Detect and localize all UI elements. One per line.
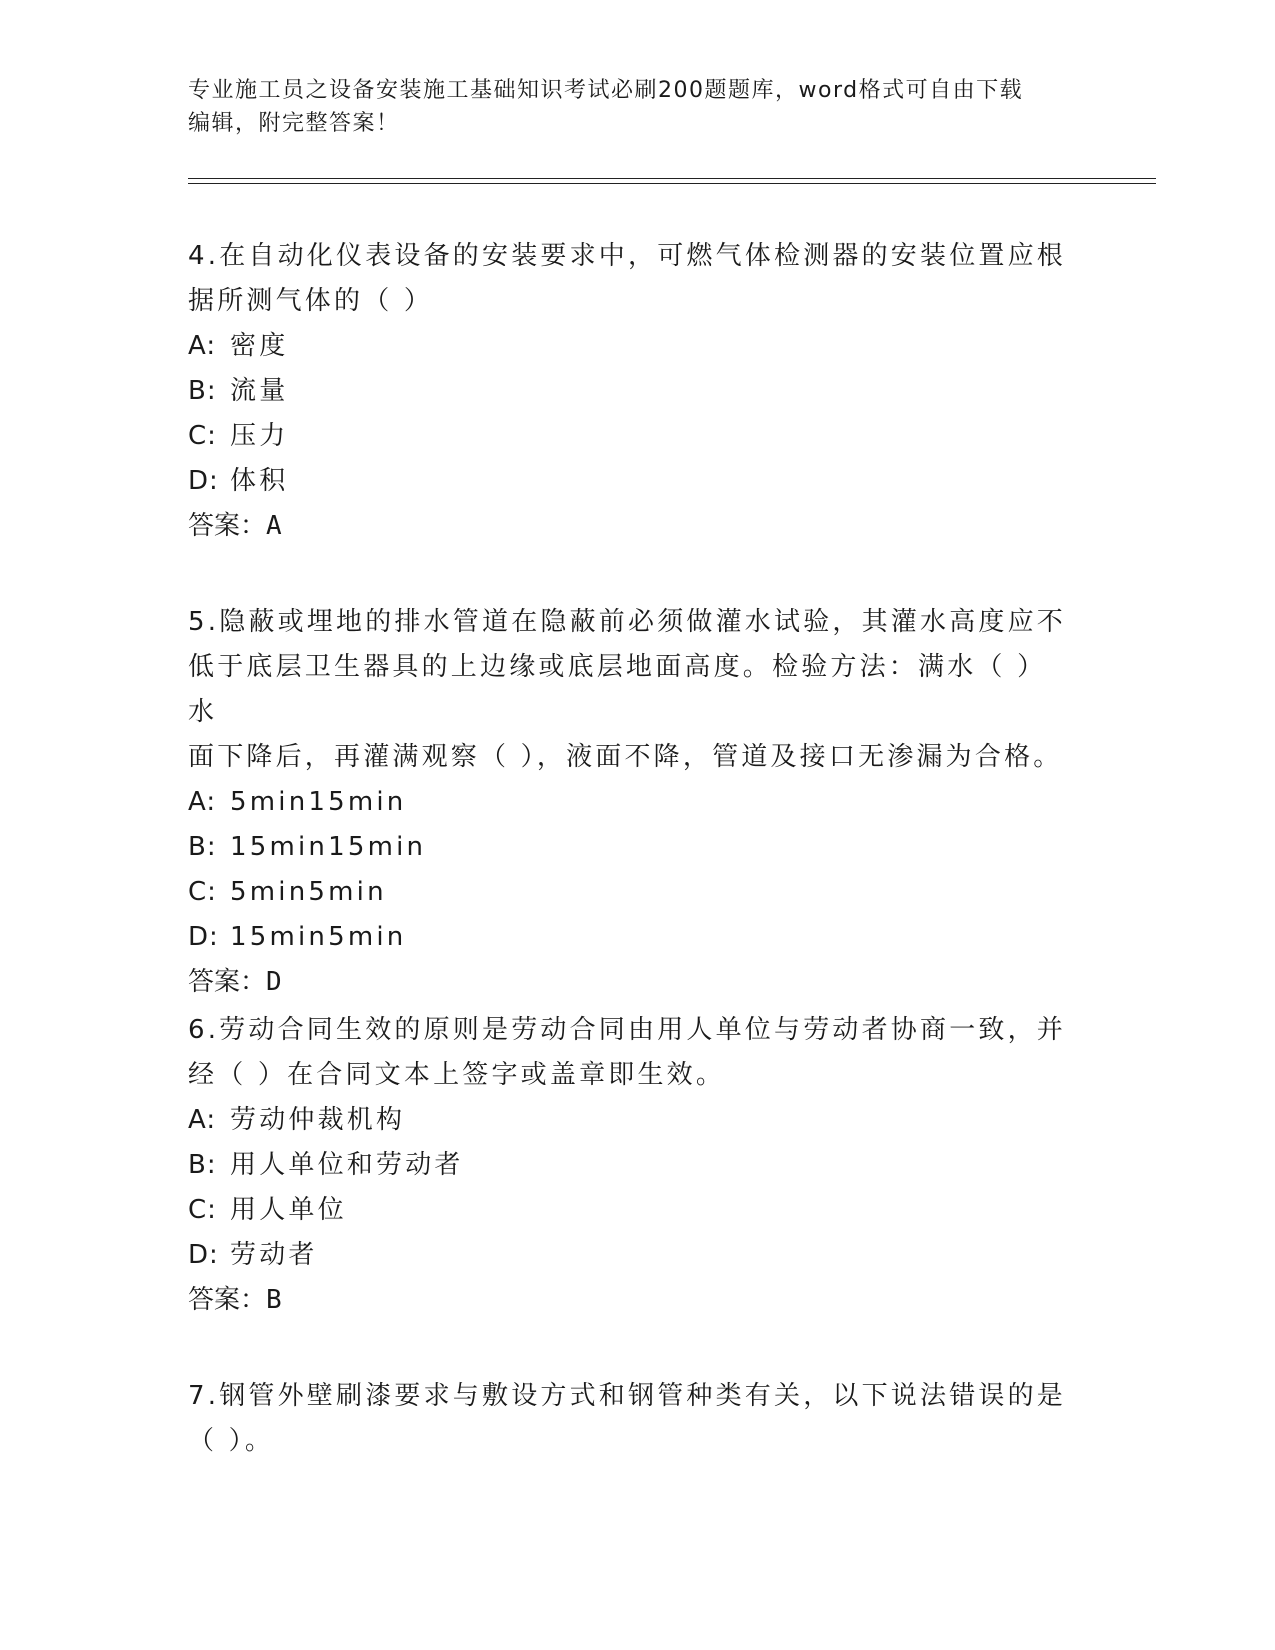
option-c bbox=[188, 1188, 1068, 1233]
option-key: B: bbox=[188, 832, 217, 862]
option-c bbox=[188, 414, 1068, 459]
answer-label: 答案： bbox=[188, 1285, 267, 1315]
question-stem bbox=[188, 1374, 1068, 1464]
header-line-2: 编辑，附完整答案！ bbox=[188, 111, 400, 136]
option-b bbox=[188, 1143, 1068, 1188]
option-text: 用人单位和劳动者 bbox=[230, 1150, 464, 1180]
option-d bbox=[188, 459, 1068, 504]
answer-line bbox=[188, 1278, 1068, 1323]
option-text: 密度 bbox=[230, 331, 289, 361]
option-key: A: bbox=[188, 331, 217, 361]
answer-line bbox=[188, 960, 1068, 1005]
stem-line: 经（ ）在合同文本上签字或盖章即生效。 bbox=[188, 1060, 726, 1090]
stem-line: （ ）。 bbox=[188, 1426, 275, 1456]
option-a bbox=[188, 324, 1068, 369]
option-text: 体积 bbox=[230, 466, 289, 496]
header-divider-bottom bbox=[188, 183, 1156, 184]
option-key: B: bbox=[188, 1150, 217, 1180]
answer-label: 答案： bbox=[188, 967, 267, 997]
answer-label: 答案： bbox=[188, 511, 267, 541]
option-text: 5min5min bbox=[230, 877, 387, 907]
option-key: A: bbox=[188, 1105, 217, 1135]
question-stem bbox=[188, 1008, 1068, 1098]
option-b bbox=[188, 825, 1068, 870]
answer-value: B bbox=[266, 1285, 282, 1315]
option-key: D: bbox=[188, 922, 219, 952]
stem-line: 7.钢管外壁刷漆要求与敷设方式和钢管种类有关，以下说法错误的是 bbox=[188, 1381, 1067, 1411]
option-key: C: bbox=[188, 421, 217, 451]
option-text: 15min5min bbox=[230, 922, 407, 952]
stem-line: 6.劳动合同生效的原则是劳动合同由用人单位与劳动者协商一致，并 bbox=[188, 1015, 1067, 1045]
option-a bbox=[188, 1098, 1068, 1143]
option-text: 压力 bbox=[230, 421, 289, 451]
option-key: C: bbox=[188, 1195, 217, 1225]
question-stem bbox=[188, 234, 1068, 324]
option-key: B: bbox=[188, 376, 217, 406]
stem-line: 5.隐蔽或埋地的排水管道在隐蔽前必须做灌水试验，其灌水高度应不 bbox=[188, 607, 1067, 637]
stem-line: 据所测气体的（ ） bbox=[188, 286, 434, 316]
answer-value: A bbox=[266, 511, 282, 541]
question-7 bbox=[188, 1374, 1068, 1464]
option-key: D: bbox=[188, 466, 219, 496]
option-c bbox=[188, 870, 1068, 915]
option-text: 15min15min bbox=[230, 832, 427, 862]
question-stem bbox=[188, 600, 1068, 780]
stem-line: 低于底层卫生器具的上边缘或底层地面高度。检验方法：满水（ ）水 bbox=[188, 652, 1047, 727]
option-text: 5min15min bbox=[230, 787, 407, 817]
answer-value: D bbox=[266, 967, 282, 997]
header-line-1: 专业施工员之设备安装施工基础知识考试必刷200题题库，word格式可自由下载 bbox=[188, 78, 1024, 103]
option-key: A: bbox=[188, 787, 217, 817]
option-key: D: bbox=[188, 1240, 219, 1270]
stem-line: 4.在自动化仪表设备的安装要求中，可燃气体检测器的安装位置应根 bbox=[188, 241, 1067, 271]
option-text: 劳动者 bbox=[230, 1240, 318, 1270]
option-text: 流量 bbox=[230, 376, 289, 406]
header-divider-top bbox=[188, 178, 1156, 179]
question-4 bbox=[188, 234, 1068, 549]
answer-line bbox=[188, 504, 1068, 549]
option-text: 劳动仲裁机构 bbox=[230, 1105, 406, 1135]
question-6 bbox=[188, 1008, 1068, 1323]
option-b bbox=[188, 369, 1068, 414]
option-text: 用人单位 bbox=[230, 1195, 347, 1225]
option-a bbox=[188, 780, 1068, 825]
document-header bbox=[188, 74, 1068, 140]
option-d bbox=[188, 915, 1068, 960]
option-key: C: bbox=[188, 877, 217, 907]
question-5 bbox=[188, 600, 1068, 1005]
option-d bbox=[188, 1233, 1068, 1278]
stem-line: 面下降后，再灌满观察（ ），液面不降，管道及接口无渗漏为合格。 bbox=[188, 742, 1063, 772]
